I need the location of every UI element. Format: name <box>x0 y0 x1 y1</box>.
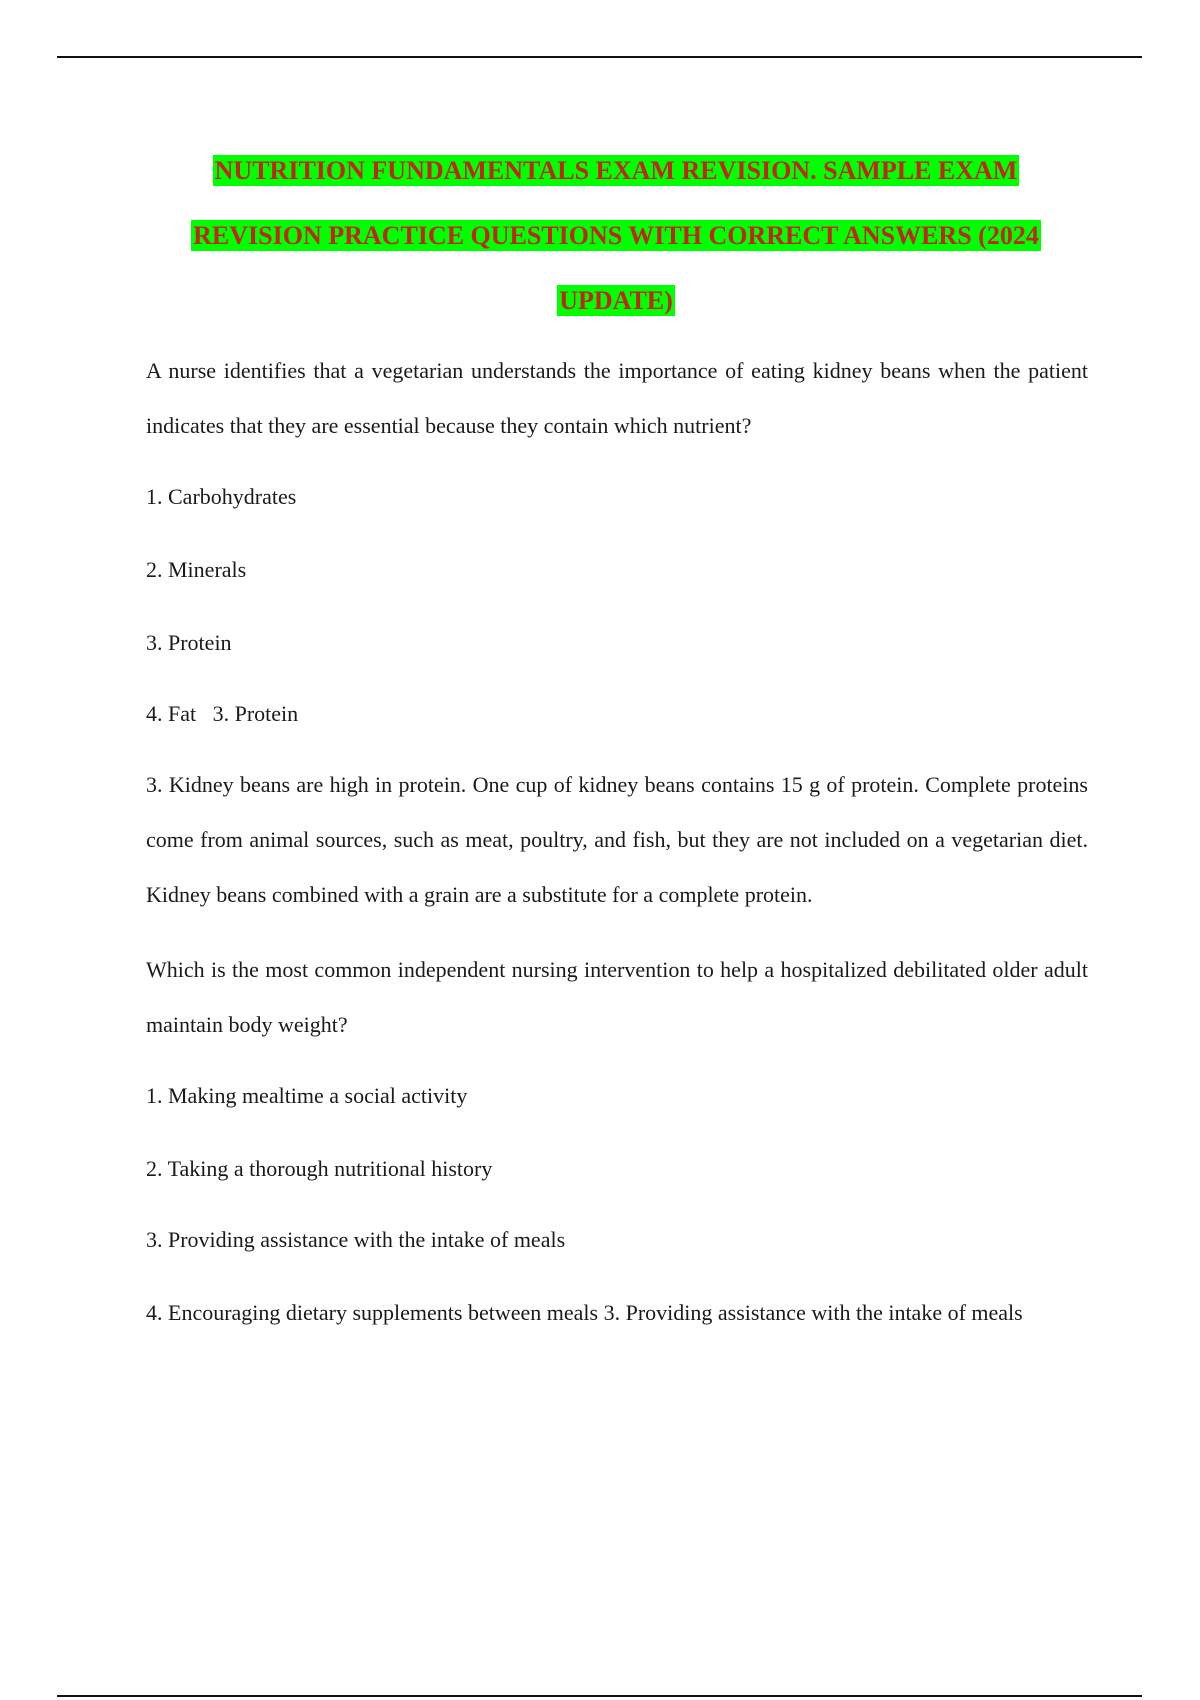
document-title <box>140 138 1092 333</box>
question-2-option-4-answer: 4. Encouraging dietary supplements between meals 3. Providing assistance with the intake of meals <box>146 1300 1023 1325</box>
question-1-option-2: 2. Minerals <box>146 557 247 582</box>
title-line-1: NUTRITION FUNDAMENTALS EXAM REVISION. SAMPLE EXAM <box>214 156 1018 185</box>
question-2-text: Which is the most common independent nursing intervention to help a hospitalized debilitated older adult maintain body weight? <box>146 957 1088 1037</box>
top-rule <box>57 56 1142 58</box>
question-2-option-1: 1. Making mealtime a social activity <box>146 1083 468 1108</box>
question-1-option-3: 3. Protein <box>146 630 232 655</box>
question-1-text: A nurse identifies that a vegetarian understands the importance of eating kidney beans when the patient indicates that they are essential because they contain which nutrient? <box>146 358 1088 438</box>
bottom-rule <box>57 1695 1142 1697</box>
title-line-2: REVISION PRACTICE QUESTIONS WITH CORRECT ANSWERS (2024 <box>193 221 1039 250</box>
title-line-3: UPDATE) <box>559 286 673 315</box>
question-2-option-3: 3. Providing assistance with the intake of meals <box>146 1227 566 1252</box>
question-1-option-1: 1. Carbohydrates <box>146 484 297 509</box>
question-1-option-4-answer: 4. Fat 3. Protein <box>146 701 299 726</box>
question-2-option-2: 2. Taking a thorough nutritional history <box>146 1156 493 1181</box>
question-1-rationale: 3. Kidney beans are high in protein. One cup of kidney beans contains 15 g of protein. Complete proteins come from animal sources, such as meat, poultry, and fish, but they are not included on a vegetarian diet. Kidney beans combined with a grain are a substitute for a complete protein. <box>146 772 1088 907</box>
